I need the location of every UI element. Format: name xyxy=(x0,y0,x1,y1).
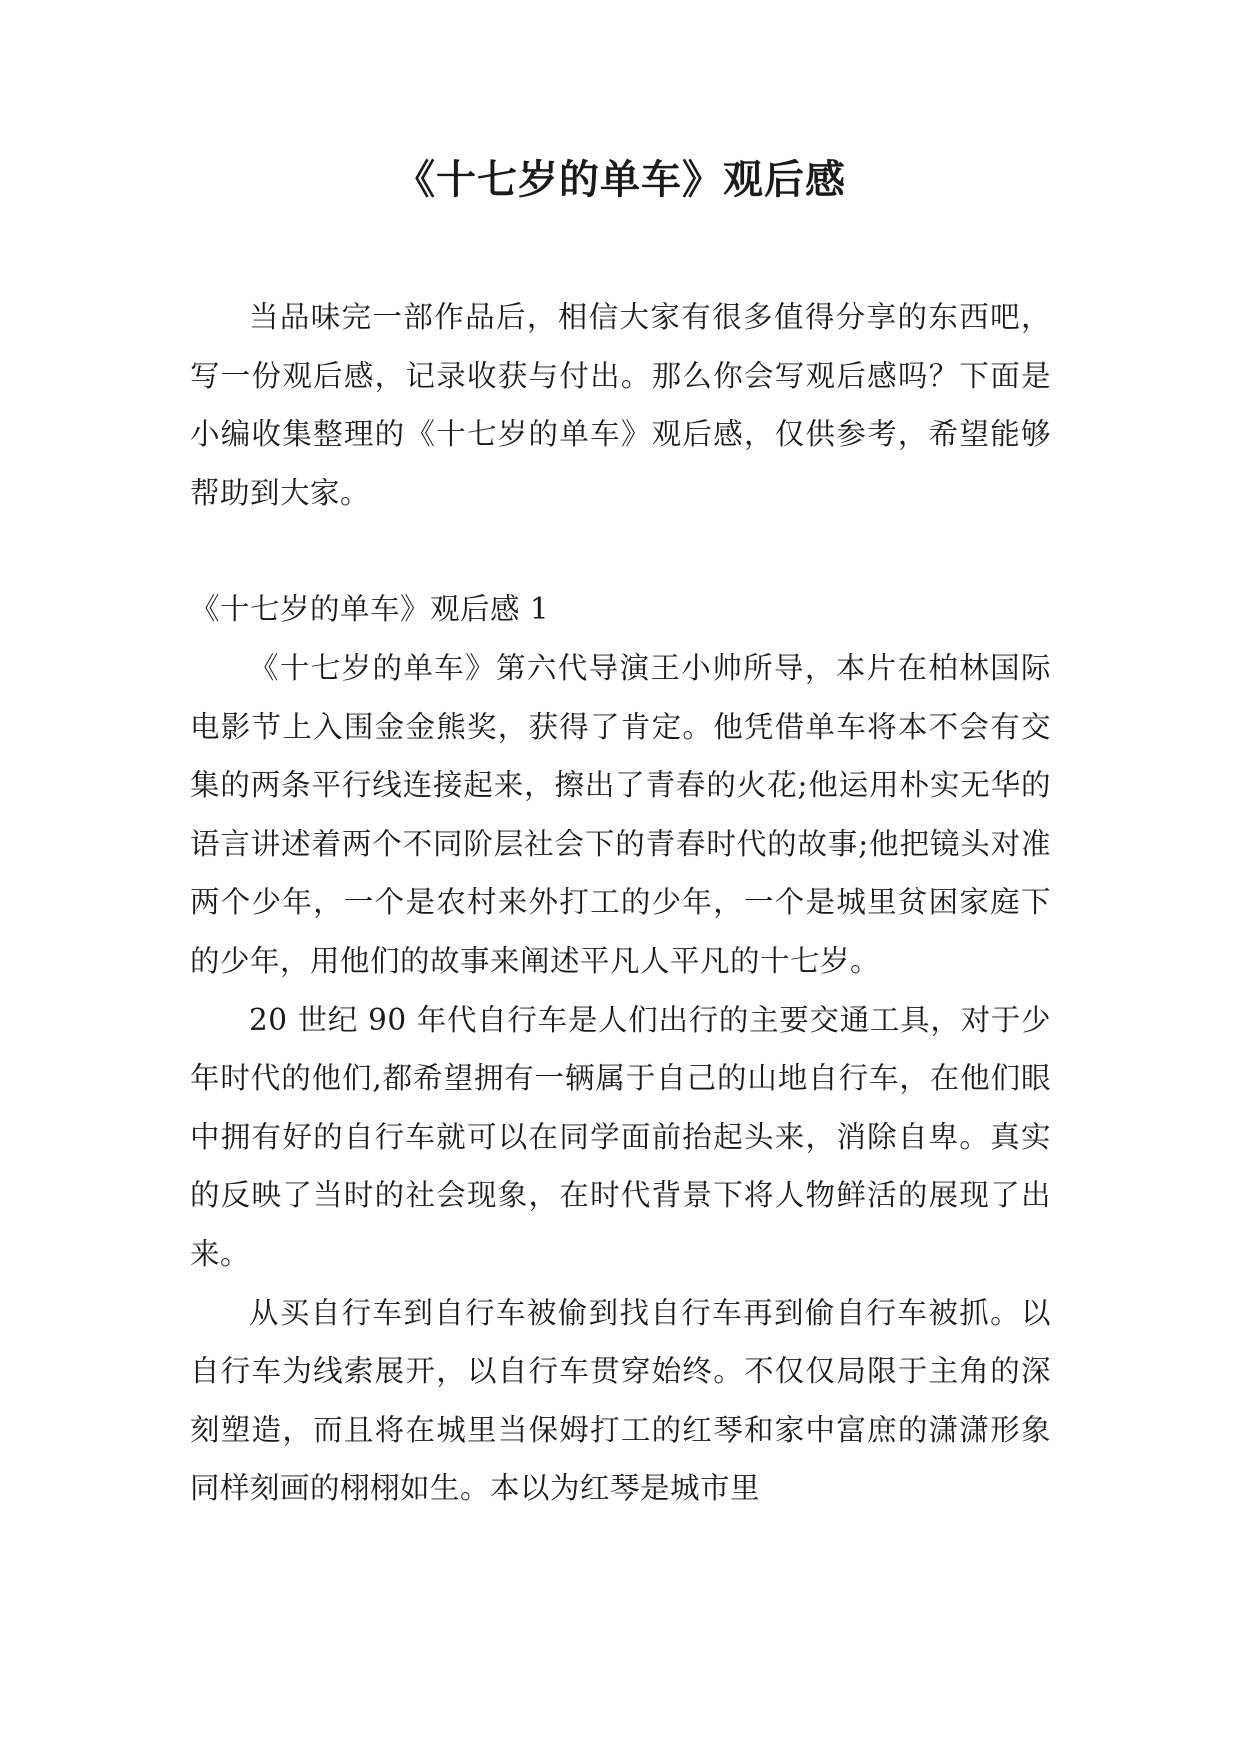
document-title: 《十七岁的单车》观后感 xyxy=(395,156,846,203)
body-paragraph-3: 从买自行车到自行车被偷到找自行车再到偷自行车被抓。以自行车为线索展开，以自行车贯穿始终。不仅仅局限于主角的深刻塑造，而且将在城里当保姆打工的红琴和家中富庶的潇潇形象同样刻画的栩栩如生。本以为红琴是城市里 xyxy=(190,1295,1051,1506)
intro-paragraph: 当品味完一部作品后，相信大家有很多值得分享的东西吧，写一份观后感，记录收获与付出。那么你会写观后感吗？下面是小编收集整理的《十七岁的单车》观后感，仅供参考，希望能够帮助到大家。 xyxy=(190,300,1051,510)
section-heading: 《十七岁的单车》观后感 1 xyxy=(190,592,550,627)
body-paragraph-1: 《十七岁的单车》第六代导演王小帅所导，本片在柏林国际电影节上入围金金熊奖，获得了肯定。他凭借单车将本不会有交集的两条平行线连接起来，擦出了青春的火花;他运用朴实无华的语言讲述着两个不同阶层社会下的青春时代的故事;他把镜头对准两个少年，一个是农村来外打工的少年，一个是城里贫困家庭下的少年，用他们的故事来阐述平凡人平凡的十七岁。 xyxy=(190,650,1051,978)
body-paragraph-2: 20 世纪 90 年代自行车是人们出行的主要交通工具，对于少年时代的他们,都希望拥有一辆属于自己的山地自行车，在他们眼中拥有好的自行车就可以在同学面前抬起头来，消除自卑。真实的反映了当时的社会现象，在时代背景下将人物鲜活的展现了出来。 xyxy=(190,1002,1051,1271)
document-body xyxy=(190,288,1051,1518)
